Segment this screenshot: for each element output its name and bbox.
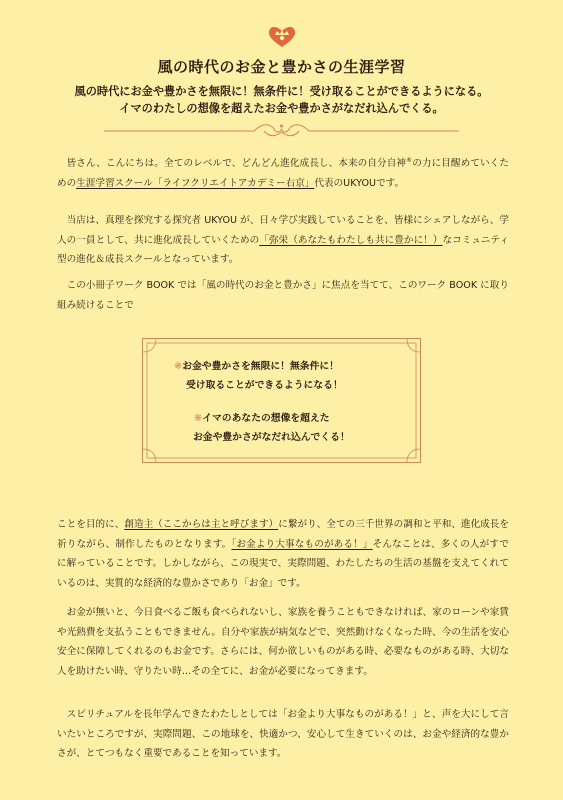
callout-box — [142, 338, 421, 463]
page-subtitle — [0, 83, 563, 117]
heart-crown-logo-icon — [266, 24, 298, 48]
starburst-icon: ❋ — [194, 413, 203, 424]
intro-paragraph-3: この小冊子ワーク BOOK では「風の時代のお金と豊かさ」に焦点を当てて、このワーク BOOK に取り組み続けることで — [57, 280, 509, 311]
body-paragraph-1: ことを目的に、創造主（ここからは主と呼びます）に繋がり、全ての三千世界の調和と平和、進化成長を祈りながら、制作したものとなります。「お金より大事なものがある！」そんなことは、多くの人がすでに解っていることです。しかしながら、この現実で、実際問題、わたしたちの生活の基盤を支えてくれているのは、実質的な経済的な豊かさであり「お金」です。 — [57, 519, 510, 589]
starburst-icon: ❋ — [174, 361, 183, 372]
ornate-frame — [142, 338, 421, 463]
school-name-link: 生涯学習スクール「ライフクリエイトアカデミー右京」 — [76, 177, 315, 189]
body-paragraph-3: スピリチュアルを長年学んできたわたしとしては「お金より大事なものがある！」と、声を大にして言いたいところですが、実際問題、この地球を、快適かつ、安心して生きていくのは、お金や経済的な豊かさが、とてつもなく重要であることを知っています。 — [57, 709, 509, 759]
intro-paragraph-2: 当店は、真理を探究する探究者 UKYOU が、日々学び実践していることを、皆様にシェアしながら、学人の一員として、共に進化成長していくための「弥栄（あなたもわたしも共に豊かに！）なコミュニティ型の進化＆成長スクールとなっています。 — [57, 215, 510, 265]
subtitle-line-2: イマのわたしの想像を超えたお金や豊かさがなだれ込んでくる。 — [119, 101, 444, 115]
iyasaka-link: 「弥栄（あなたもわたしも共に豊かに！） — [259, 234, 443, 246]
page-title: 風の時代のお金と豊かさの生涯学習 — [157, 58, 406, 76]
intro-paragraph-1: 皆さん、こんにちは。全てのレベルで、どんどん進化成長し、本来の自分自神®の力に目醒めていくための生涯学習スクール「ライフクリエイトアカデミー右京」代表のUKYOUです。 — [57, 157, 510, 189]
creator-link: 創造主（ここからは主と呼びます） — [124, 519, 279, 530]
money-quote-link: 「お金より大事なものがある！」 — [231, 538, 373, 550]
callout-line-1: ❋お金や豊かさを無限に！無条件に！ — [174, 361, 339, 372]
subtitle-line-1: 風の時代にお金や豊かさを無限に！無条件に！受け取ることができるようになる。 — [74, 84, 489, 98]
callout-line-3: ❋イマのあなたの想像を超えた — [194, 413, 330, 424]
callout-line-4: お金や豊かさがなだれ込んでくる！ — [193, 432, 350, 443]
callout-line-2: 受け取ることができるようになる！ — [186, 380, 343, 391]
ornamental-divider — [104, 120, 459, 140]
body-paragraph-2: お金が無いと、今日食べるご飯も食べられないし、家族を養うこともできなければ、家のローンや家賃や光熱費を支払うこともできません。自分や家族が病気などで、突然動けなくなった時、今の生活を安心安全に保障してくれるのもお金です。さらには、何か欲しいものがある時、必要なものがある時、大切な人を助けたい時、守りたい時…その全てに、お金が必要になってきます。 — [57, 607, 509, 677]
